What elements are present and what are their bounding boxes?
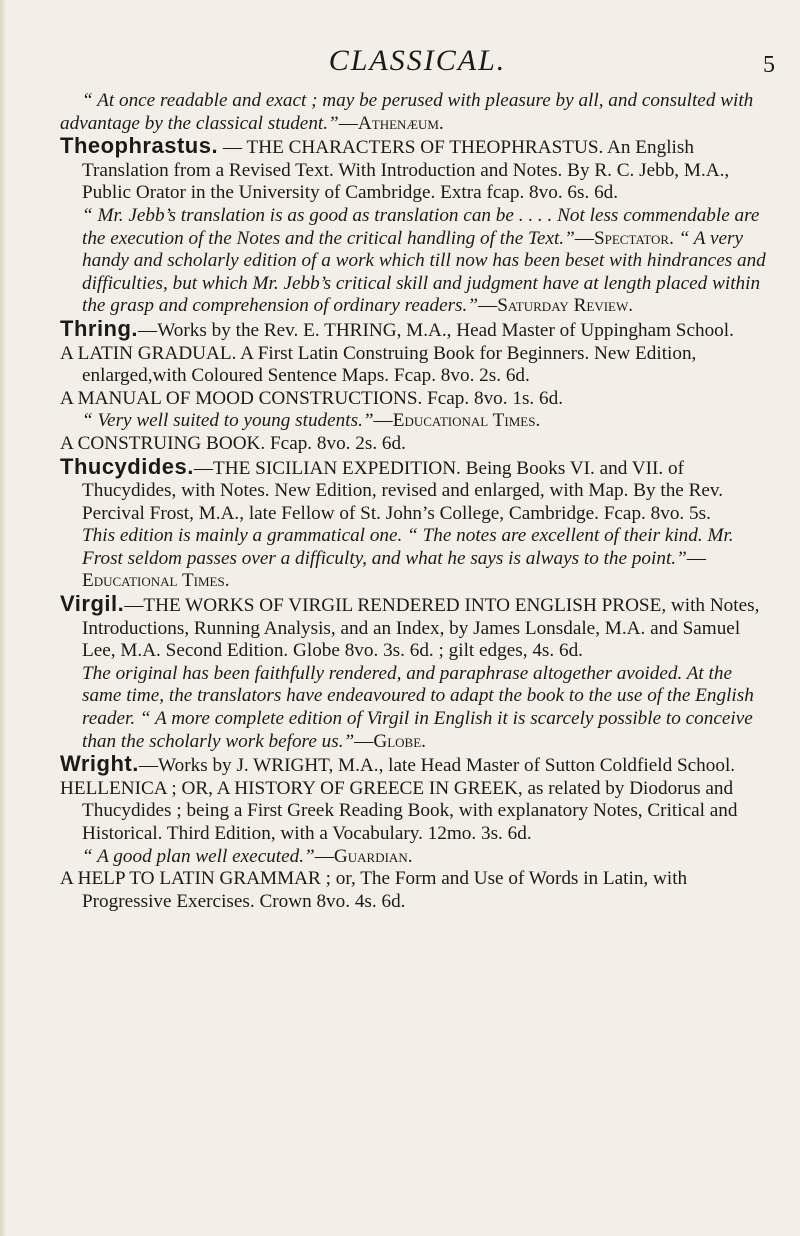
catalogue-entry-thring: [60, 315, 776, 343]
quote-source: —Guardian.: [314, 845, 413, 867]
entry-heading: Wright.: [60, 751, 139, 777]
review-quote: [60, 410, 776, 433]
entry-heading: Theophrastus.: [60, 133, 219, 159]
entry-heading: Thring.: [60, 315, 139, 341]
page-gutter-shadow: [0, 0, 6, 1236]
catalogue-item: A MANUAL OF MOOD CONSTRUCTIONS. Fcap. 8vo. 1s. 6d.: [60, 387, 563, 409]
quote-text: This edition is mainly a grammatical one. “ The notes are excellent of their kind. Mr. Frost seldom passes over a difficulty, and what he says is always to the point.”: [82, 525, 734, 569]
catalogue-entry-wright: [60, 753, 776, 778]
entry-text: —THE SICILIAN EXPEDITION. Being Books VI. and VII. of Thucydides, with Notes. New Edition, revised and enlarged, with Map. By the Rev. Percival Frost, M.A., late Fellow of St. John’s College, Cambridge. Fcap. 8vo. 5s.: [82, 457, 724, 524]
catalogue-item: A HELP TO LATIN GRAMMAR ; or, The Form and Use of Words in Latin, with Progressive Exercises. Crown 8vo. 4s. 6d.: [60, 868, 688, 912]
quote-text: The original has been faithfully rendered, and paraphrase altogether avoided. At the same time, the translators have endeavoured to adapt the book to the use of the English reader. “ A more complete edition of Virgil in English it is scarcely possible to conceive than the scholarly work before us.”: [82, 662, 754, 752]
page-number: 5: [763, 52, 775, 78]
quote-source: —Athenæum.: [338, 112, 444, 134]
review-quote: [60, 846, 776, 869]
quote-text: “ A good plan well executed.”: [82, 845, 315, 867]
entry-heading: Virgil.: [60, 591, 125, 617]
running-head: [60, 44, 775, 78]
entry-text: — THE CHARACTERS OF THEOPHRASTUS. An English Translation from a Revised Text. With Introduction and Notes. By R. C. Jebb, M.A., Public Orator in the University of Cambridge. Extra fcap. 8vo. 6s. 6d.: [82, 137, 730, 204]
catalogue-text: [60, 90, 776, 913]
quote-text: “ A very handy and scholarly edition of a work which till now has been beset with hindrances and difficulties, but which Mr. Jebb’s critical skill and judgment have at length placed within the grasp and comprehension of ordinary readers.”: [82, 227, 766, 317]
review-quote: [60, 205, 776, 318]
entry-heading: Thucydides.: [60, 453, 194, 479]
entry-text: —Works by J. WRIGHT, M.A., late Head Master of Sutton Coldfield School.: [138, 755, 736, 777]
quote-source: —Globe.: [354, 730, 426, 752]
review-quote: [60, 90, 776, 135]
quote-source: —Saturday Review.: [478, 295, 634, 317]
catalogue-entry-theophrastus: [60, 135, 776, 205]
quote-source: —Spectator.: [574, 227, 674, 249]
quote-source: —Educational Times.: [82, 547, 706, 592]
review-quote: [60, 525, 776, 593]
running-head-title: CLASSICAL.: [328, 44, 507, 77]
catalogue-item: A CONSTRUING BOOK. Fcap. 8vo. 2s. 6d.: [60, 432, 406, 454]
entry-text: —THE WORKS OF VIRGIL RENDERED INTO ENGLISH PROSE, with Notes, Introductions, Running Analysis, and an Index, by James Lonsdale, M.A. and Samuel Lee, M.A. Second Edition. Globe 8vo. 3s. 6d. ; gilt edges, 4s. 6d.: [82, 595, 760, 662]
quote-text: “ At once readable and exact ; may be perused with pleasure by all, and consulted with advantage by the classical student.”: [60, 90, 754, 134]
catalogue-item: A LATIN GRADUAL. A First Latin Construing Book for Beginners. New Edition, enlarged,with Coloured Sentence Maps. Fcap. 8vo. 2s. 6d.: [60, 342, 697, 387]
catalogue-item: HELLENICA ; OR, A HISTORY OF GREECE IN GREEK, as related by Diodorus and Thucydides ; being a First Greek Reading Book, with explanatory Notes, Critical and Historical. Third Edition, with a Vocabulary. 12mo. 3s. 6d.: [60, 777, 738, 844]
quote-source: —Educational Times.: [373, 410, 541, 432]
catalogue-entry-virgil: [60, 593, 776, 663]
catalogue-entry-thucydides: [60, 453, 776, 526]
quote-text: “ Mr. Jebb’s translation is as good as translation can be . . . . Not less commendable are the execution of the Notes and the critical handling of the Text.”: [82, 204, 760, 249]
review-quote: [60, 663, 776, 753]
entry-text: —Works by the Rev. E. THRING, M.A., Head Master of Uppingham School.: [138, 319, 734, 341]
quote-text: “ Very well suited to young students.”: [82, 410, 374, 432]
